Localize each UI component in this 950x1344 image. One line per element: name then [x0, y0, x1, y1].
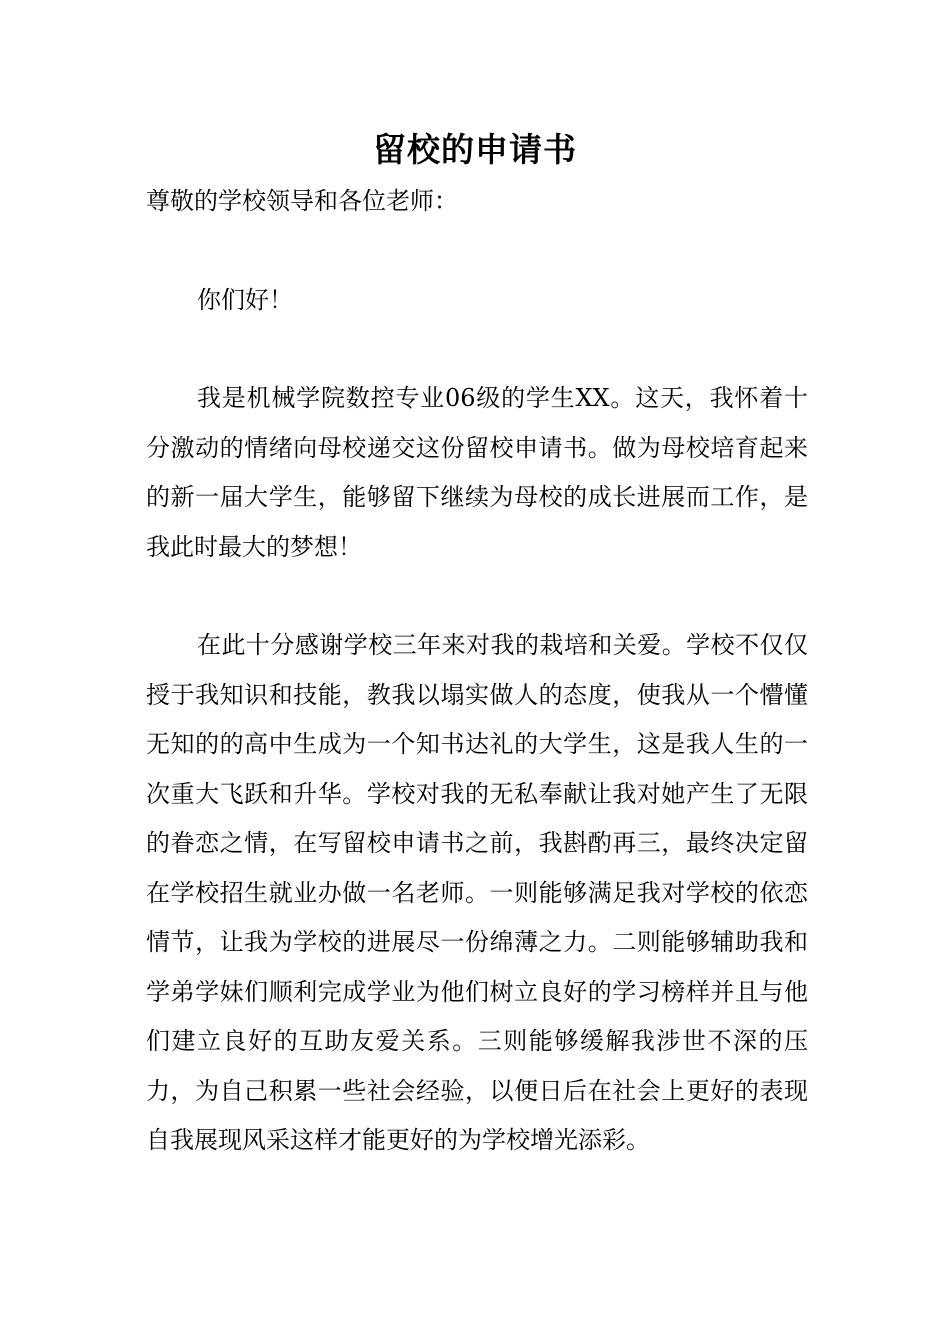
body-paragraph-2: 在此十分感谢学校三年来对我的栽培和关爱。学校不仅仅授于我知识和技能，教我以塌实做人的态度，使我从一个懵懂无知的的高中生成为一个知书达礼的大学生，这是我人生的一次重大飞跃和升华。学校对我的无私奉献让我对她产生了无限的眷恋之情，在写留校申请书之前，我斟酌再三，最终决定留在学校招生就业办做一名老师。一则能够满足我对学校的依恋情节，让我为学校的进展尽一份绵薄之力。二则能够辅助我和学弟学妹们顺利完成学业为他们树立良好的学习榜样并且与他们建立良好的互助友爱关系。三则能够缓解我涉世不深的压力，为自己积累一些社会经验，以便日后在社会上更好的表现自我展现风采这样才能更好的为学校增光添彩。	[146, 631, 808, 1154]
salutation: 尊敬的学校领导和各位老师：	[146, 187, 458, 215]
document-title: 留校的申请书	[373, 130, 577, 169]
body-paragraph-1: 我是机械学院数控专业06级的学生XX。这天，我怀着十分激动的情绪向母校递交这份留校申请书。做为母校培育起来的新一届大学生，能够留下继续为母校的成长进展而工作，是我此时最大的梦想！	[146, 384, 808, 561]
greeting-paragraph: 你们好！	[197, 286, 293, 314]
